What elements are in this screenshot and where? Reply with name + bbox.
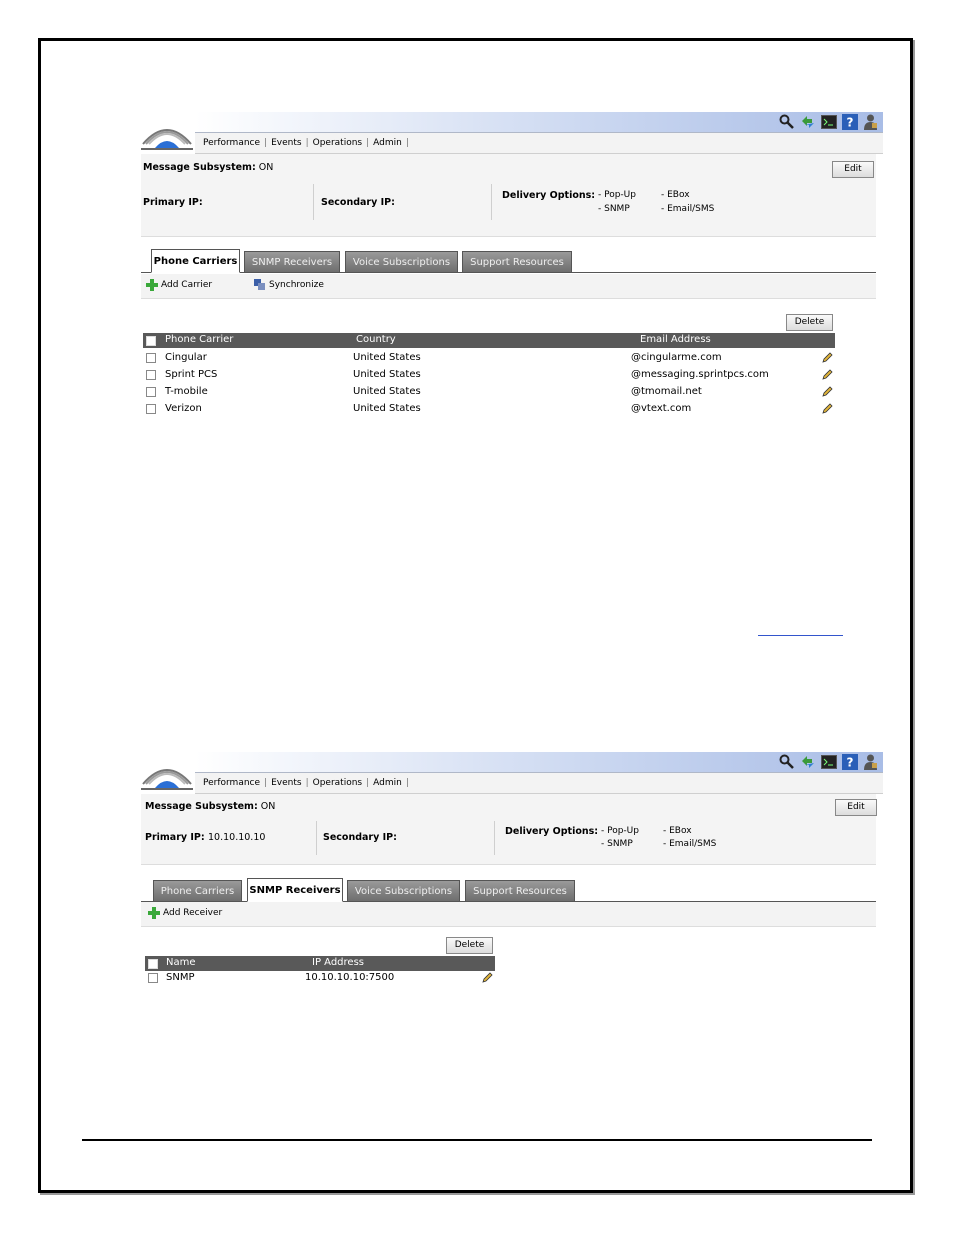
row-checkbox[interactable] [148, 973, 158, 983]
carrier-country: United States [353, 403, 421, 414]
table-row [143, 351, 835, 367]
edit-pencil-icon[interactable] [821, 352, 833, 364]
toolbar-icons [778, 113, 879, 130]
synchronize-label: Synchronize [269, 280, 324, 290]
help-icon[interactable] [841, 753, 858, 770]
add-carrier-button[interactable] [146, 279, 212, 291]
menu-operations[interactable]: Operations [312, 138, 363, 148]
receiver-toolbar [141, 902, 876, 927]
logo-icon [141, 118, 193, 154]
row-checkbox[interactable] [146, 370, 156, 380]
logo-icon [141, 758, 193, 794]
user-icon[interactable] [862, 753, 879, 770]
carrier-name: T-mobile [165, 386, 208, 397]
secondary-ip-label: Secondary IP: [323, 832, 397, 843]
subsystem-label: Message Subsystem: [143, 162, 256, 173]
console-icon[interactable] [820, 753, 837, 770]
primary-ip-label: Primary IP: [145, 832, 205, 843]
svg-text:?: ? [846, 755, 853, 769]
edit-pencil-icon[interactable] [821, 369, 833, 381]
subsystem-value: ON [260, 801, 276, 812]
app-header [141, 752, 883, 794]
plus-icon [146, 279, 158, 291]
carrier-name: Sprint PCS [165, 369, 218, 380]
synchronize-button[interactable] [254, 279, 324, 291]
menu-performance[interactable]: Performance [203, 778, 261, 788]
footer-rule [82, 1139, 872, 1141]
carrier-email: @messaging.sprintpcs.com [631, 369, 769, 380]
column-header[interactable]: Email Address [640, 334, 711, 345]
select-all-checkbox[interactable] [146, 336, 156, 346]
menu-events[interactable]: Events [271, 778, 302, 788]
search-icon[interactable] [778, 113, 795, 130]
search-icon[interactable] [778, 753, 795, 770]
column-header[interactable]: Phone Carrier [165, 334, 234, 345]
delivery-options-label: Delivery Options: [505, 826, 599, 837]
delete-button[interactable]: Delete [446, 937, 493, 954]
banner [195, 112, 883, 133]
screenshot-phone-carriers [141, 112, 883, 418]
menu-admin[interactable]: Admin [373, 138, 402, 148]
tab-strip [141, 875, 876, 902]
carrier-email: @vtext.com [631, 403, 692, 414]
main-menu: Performance | Events | Operations | Admin | [195, 773, 883, 794]
edit-button[interactable]: Edit [832, 161, 874, 178]
table-row [143, 385, 835, 401]
receiver-name: SNMP [166, 972, 195, 983]
add-receiver-label: Add Receiver [163, 908, 223, 918]
carrier-email: @cingularme.com [631, 352, 722, 363]
console-icon[interactable] [820, 113, 837, 130]
subsystem-value: ON [258, 162, 274, 173]
row-checkbox[interactable] [146, 353, 156, 363]
column-header[interactable]: Name [166, 957, 196, 968]
help-icon[interactable] [841, 113, 858, 130]
edit-button[interactable]: Edit [835, 799, 877, 816]
carrier-email: @tmomail.net [631, 386, 702, 397]
row-checkbox[interactable] [146, 387, 156, 397]
column-header[interactable]: Country [356, 334, 396, 345]
menu-performance[interactable]: Performance [203, 138, 261, 148]
delivery-option: - SNMP [598, 204, 630, 214]
delivery-option: - Email/SMS [663, 839, 717, 849]
carrier-country: United States [353, 369, 421, 380]
tab-phone-carriers[interactable]: Phone Carriers [153, 880, 242, 902]
delivery-option: - Pop-Up [601, 826, 639, 836]
app-header [141, 112, 883, 154]
primary-ip-label: Primary IP: [143, 197, 203, 208]
tab-phone-carriers[interactable]: Phone Carriers [151, 249, 240, 273]
table-header [145, 956, 495, 971]
screenshot-snmp-receivers [141, 752, 883, 988]
tab-voice-subscriptions[interactable]: Voice Subscriptions [347, 880, 460, 902]
delivery-option: - SNMP [601, 839, 633, 849]
carrier-country: United States [353, 386, 421, 397]
tab-support-resources[interactable]: Support Resources [465, 880, 575, 902]
plus-icon [148, 907, 160, 919]
column-header[interactable]: IP Address [312, 957, 364, 968]
delivery-option: - Pop-Up [598, 190, 636, 200]
tab-support-resources[interactable]: Support Resources [462, 251, 572, 273]
receiver-ip: 10.10.10.10:7500 [305, 972, 395, 983]
secondary-ip-label: Secondary IP: [321, 197, 395, 208]
menu-admin[interactable]: Admin [373, 778, 402, 788]
table-header [143, 333, 835, 348]
menu-operations[interactable]: Operations [312, 778, 363, 788]
delivery-option: - EBox [661, 190, 690, 200]
delivery-option: - Email/SMS [661, 204, 715, 214]
add-receiver-button[interactable] [148, 907, 222, 919]
reference-link-underline[interactable] [758, 635, 843, 636]
delete-button[interactable]: Delete [786, 314, 833, 331]
carrier-country: United States [353, 352, 421, 363]
toolbar-icons [778, 753, 879, 770]
user-icon[interactable] [862, 113, 879, 130]
delivery-option: - EBox [663, 826, 692, 836]
subsystem-info-panel [141, 154, 876, 237]
tab-snmp-receivers[interactable]: SNMP Receivers [244, 251, 340, 273]
refresh-icon[interactable] [799, 753, 816, 770]
primary-ip-value: 10.10.10.10 [208, 832, 266, 843]
subsystem-label: Message Subsystem: [145, 801, 258, 812]
table-row [143, 368, 835, 384]
delivery-options-label: Delivery Options: [502, 190, 596, 201]
carrier-name: Verizon [165, 403, 202, 414]
select-all-checkbox[interactable] [148, 959, 158, 969]
row-checkbox[interactable] [146, 404, 156, 414]
carrier-name: Cingular [165, 352, 207, 363]
table-row [145, 971, 495, 987]
refresh-icon[interactable] [799, 113, 816, 130]
edit-pencil-icon[interactable] [481, 972, 493, 984]
subsystem-info-panel [141, 794, 876, 865]
tab-voice-subscriptions[interactable]: Voice Subscriptions [345, 251, 458, 273]
tab-snmp-receivers[interactable]: SNMP Receivers [247, 878, 343, 902]
edit-pencil-icon[interactable] [821, 386, 833, 398]
sync-icon [254, 279, 266, 291]
add-carrier-label: Add Carrier [161, 280, 213, 290]
svg-text:?: ? [846, 115, 853, 129]
carrier-toolbar [141, 274, 876, 299]
banner [195, 752, 883, 773]
main-menu: Performance | Events | Operations | Admin | [195, 133, 883, 154]
tab-strip [141, 246, 876, 273]
menu-events[interactable]: Events [271, 138, 302, 148]
table-row [143, 402, 835, 418]
edit-pencil-icon[interactable] [821, 403, 833, 415]
